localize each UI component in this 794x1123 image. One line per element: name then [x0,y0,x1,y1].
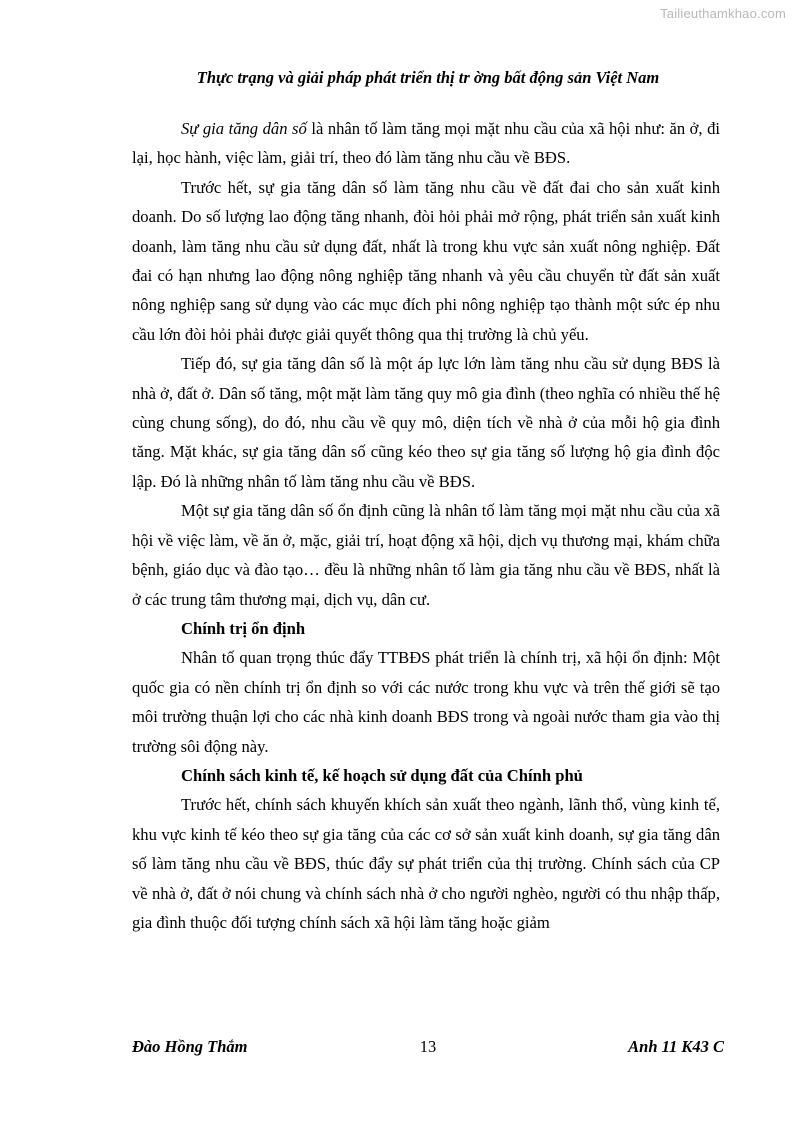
footer-author: Đào Hồng Thắm [132,1037,248,1056]
watermark: Tailieuthamkhao.com [660,6,786,21]
paragraph-text: là nhân tố làm tăng mọi mặt nhu cầu của xã hội như: ăn ở, đi lại, học hành, việc làm, giải trí, theo đó làm tăng nhu cầu về BĐS. [132,119,721,168]
page-footer [132,1035,724,1061]
footer-page-number: 13 [419,1037,437,1056]
paragraph-lead-italic: Sự gia tăng dân số [181,119,307,138]
paragraph-land-demand: Trước hết, sự gia tăng dân số làm tăng nhu cầu về đất đai cho sản xuất kinh doanh. Do số lượng lao động tăng nhanh, đòi hỏi phải mở rộng, phát triển sản xuất kinh doanh, làm tăng nhu cầu sử dụng đất, nhất là trong khu vực sản xuất nông nghiệp. Đất đai có hạn nhưng lao động nông nghiệp tăng nhanh và yêu cầu chuyển từ đất sản xuất nông nghiệp sang sử dụng vào các mục đích phi nông nghiệp tạo thành một sức ép nhu cầu lớn đòi hỏi phải được giải quyết thông qua thị trường là chủ yếu. [132,177,720,344]
document-body [132,114,720,937]
paragraph-political-stability: Nhân tố quan trọng thúc đẩy TTBĐS phát triển là chính trị, xã hội ổn định: Một quốc gia có nền chính trị ổn định so với các nước trong khu vực và trên thế giới sẽ tạo môi trường thuận lợi cho các nhà kinh doanh BĐS trong và ngoài nước tham gia vào thị trường sôi động này. [132,648,720,756]
paragraph-housing-demand: Tiếp đó, sự gia tăng dân số là một áp lực lớn làm tăng nhu cầu sử dụng BĐS là nhà ở, đất ở. Dân số tăng, một mặt làm tăng quy mô gia đình (theo nghĩa có nhiều thế hệ cùng chung sống), do đó, nhu cầu về quy mô, diện tích về nhà ở của mỗi hộ gia đình tăng. Mặt khác, sự gia tăng dân số cũng kéo theo sự gia tăng số lượng hộ gia đình độc lập. Đó là những nhân tố làm tăng nhu cầu về BĐS. [132,354,720,491]
section-heading-economic-policy: Chính sách kinh tế, kế hoạch sử dụng đất của Chính phủ [181,765,583,785]
section-heading-political-stability: Chính trị ổn định [181,618,306,638]
paragraph-population-intro [132,114,720,173]
page-header-title: Thực trạng và giải pháp phát triển thị tr ờng bất động sản Việt Nam [196,68,660,87]
paragraph-stable-population: Một sự gia tăng dân số ổn định cũng là nhân tố làm tăng mọi mặt nhu cầu của xã hội về việc làm, về ăn ở, mặc, giải trí, hoạt động xã hội, dịch vụ thương mại, khám chữa bệnh, giáo dục và đào tạo… đều là những nhân tố làm gia tăng nhu cầu về BĐS, nhất là ở các trung tâm thương mại, dịch vụ, dân cư. [132,501,720,609]
footer-class-code: Anh 11 K43 C [628,1037,724,1056]
paragraph-economic-policy: Trước hết, chính sách khuyến khích sản xuất theo ngành, lãnh thổ, vùng kinh tế, khu vực kinh tế kéo theo sự gia tăng của các cơ sở sản xuất kinh doanh, sự gia tăng dân số làm tăng nhu cầu về BĐS, thúc đẩy sự phát triển của thị trường. Chính sách của CP về nhà ở, đất ở nói chung và chính sách nhà ở cho người nghèo, người có thu nhập thấp, gia đình thuộc đối tượng chính sách xã hội làm tăng hoặc giảm [132,795,720,932]
